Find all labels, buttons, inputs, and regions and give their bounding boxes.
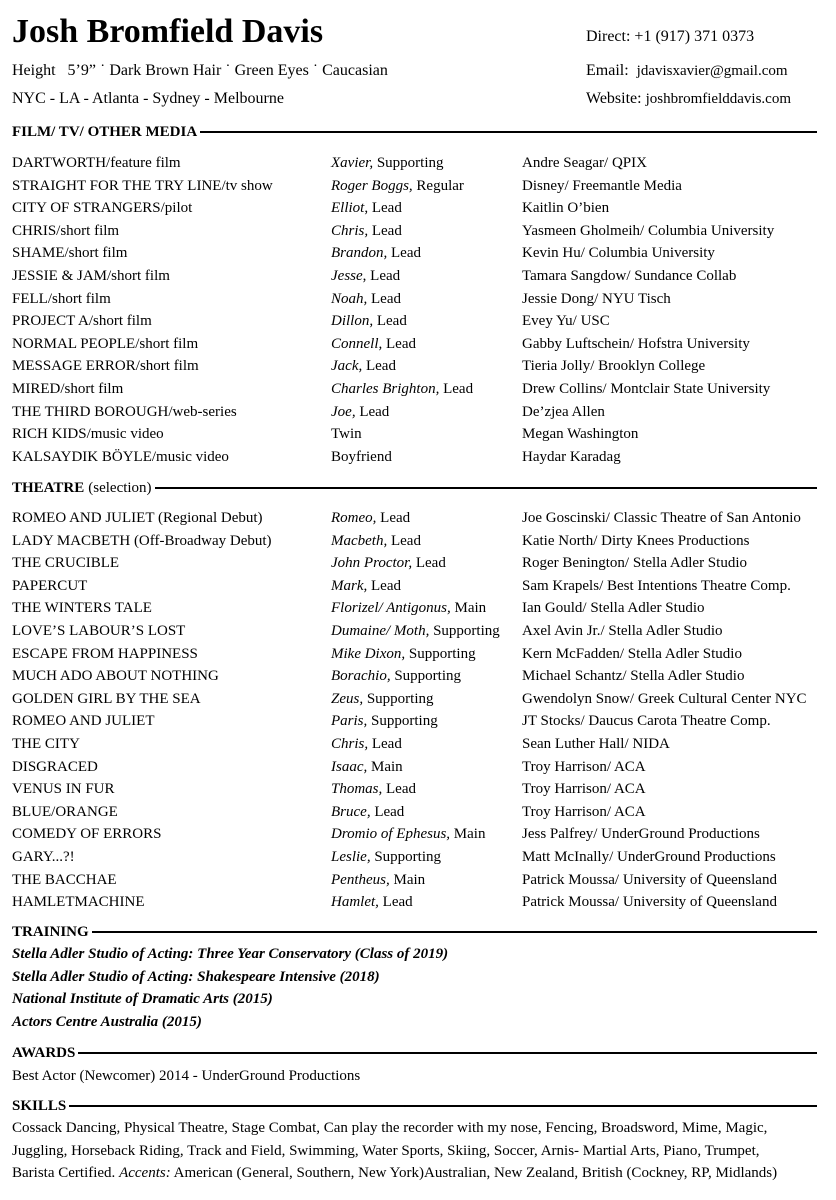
credit-character: John Proctor, — [331, 555, 413, 572]
credit-character: Borachio, — [331, 668, 391, 685]
credit-role — [331, 265, 400, 288]
credit-project: COMEDY OF ERRORS — [12, 826, 162, 843]
credit-role-type: Lead — [368, 736, 402, 752]
credit-director: Sean Luther Hall/ NIDA — [522, 736, 670, 752]
credit-row — [12, 152, 832, 175]
credit-director: Jess Palfrey/ UnderGround Productions — [522, 826, 760, 843]
credit-row — [12, 423, 832, 446]
website-line — [586, 88, 791, 110]
credit-row — [12, 378, 832, 401]
credit-director: Kaitlin O’bien — [522, 200, 610, 217]
credit-role-type: Lead — [370, 803, 405, 820]
credit-role-type: Supporting — [370, 849, 442, 865]
credit-role — [331, 597, 486, 620]
credit-role-type: Supporting — [405, 645, 476, 662]
credit-character: Hamlet, — [331, 894, 379, 911]
credit-role — [331, 823, 485, 846]
credit-role-type: Main — [450, 826, 486, 843]
credit-director: Tamara Sangdow/ Sundance Collab — [522, 268, 737, 284]
credit-role — [331, 891, 413, 914]
website-link[interactable]: joshbromfielddavis.com — [645, 91, 791, 107]
credit-role — [331, 220, 402, 243]
credit-role — [331, 446, 392, 469]
credit-project: ROMEO AND JULIET (Regional Debut) — [12, 510, 263, 526]
skills-line-start: Barista Certified. — [12, 1165, 116, 1182]
credit-role-type: Lead — [382, 781, 416, 798]
phone-line — [586, 26, 754, 48]
credit-director: Patrick Moussa/ University of Queensland — [522, 871, 777, 888]
accents-label: Accents: — [119, 1165, 171, 1182]
credit-row — [12, 643, 832, 666]
credit-project: THE WINTERS TALE — [12, 600, 152, 617]
section-title: FILM/ TV/ OTHER MEDIA — [12, 123, 198, 140]
credit-role — [331, 575, 401, 598]
training-item: National Institute of Dramatic Arts (2015) — [12, 991, 273, 1007]
credit-row — [12, 597, 832, 620]
credit-role-type: Supporting — [390, 668, 462, 685]
credit-character: Zeus, — [331, 690, 364, 707]
credit-row — [12, 620, 832, 643]
credit-role — [331, 242, 421, 265]
hair-color: Dark Brown Hair — [109, 62, 222, 79]
credit-role-type: Supporting — [363, 690, 434, 707]
credit-role-type: , Lead — [364, 200, 402, 217]
separator-dot: ˙ — [225, 62, 231, 79]
credit-role — [331, 846, 441, 869]
credit-row — [12, 665, 832, 688]
credit-role-type: Lead — [387, 532, 421, 549]
credit-role-type: Lead — [387, 245, 421, 262]
section-rule — [92, 931, 817, 933]
section-rule — [78, 1052, 817, 1054]
credit-row — [12, 333, 832, 356]
credit-project: HAMLETMACHINE — [12, 894, 145, 911]
credit-row — [12, 688, 832, 711]
credit-project: GOLDEN GIRL BY THE SEA — [12, 690, 201, 707]
credit-project: FELL/short film — [12, 290, 111, 307]
credit-role-type: Boyfriend — [331, 448, 392, 465]
credit-role-type: Lead — [382, 335, 416, 352]
skills-line: Juggling, Horseback Riding, Track and Field, Swimming, Water Sports, Skiing, Soccer, Arnis- Martial Arts, Piano, Trumpet, — [12, 1142, 760, 1159]
credit-row — [12, 530, 832, 553]
credit-character: Roger Boggs, — [331, 177, 413, 194]
credit-role-type: Regular — [412, 177, 464, 194]
credit-character: Jesse — [331, 268, 363, 284]
credit-role-type: Lead — [367, 290, 401, 307]
credit-role-type: , Lead — [362, 268, 401, 284]
credit-character: Mike Dixon, — [331, 645, 406, 662]
award-item: Best Actor (Newcomer) 2014 - UnderGround Productions — [12, 1068, 361, 1084]
separator-dot: ˙ — [312, 62, 319, 79]
credit-role — [331, 378, 473, 401]
credit-project: ESCAPE FROM HAPPINESS — [12, 645, 198, 662]
credit-director: Patrick Moussa/ University of Queensland — [522, 894, 777, 911]
credit-character: Xavier, — [331, 155, 374, 171]
section-subtitle: (selection) — [88, 479, 152, 496]
credit-row — [12, 310, 832, 333]
credit-director: Michael Schantz/ Stella Adler Studio — [522, 668, 745, 685]
credit-director: Andre Seagar/ QPIX — [522, 155, 647, 171]
credit-role — [331, 665, 461, 688]
email-line — [586, 60, 788, 82]
credit-role-type: Main — [450, 600, 487, 617]
credit-director: Ian Gould/ Stella Adler Studio — [522, 600, 705, 617]
skills-section-header — [12, 1096, 817, 1116]
credit-character: Paris, — [331, 713, 368, 730]
credit-project: GARY...?! — [12, 849, 75, 865]
training-item: Actors Centre Australia (2015) — [12, 1014, 202, 1030]
credit-role — [331, 507, 410, 530]
credit-character: Romeo, — [331, 510, 377, 526]
credit-character: Bruce, — [331, 803, 371, 820]
credit-character: Macbeth, — [331, 532, 388, 549]
credit-character: Elliot — [331, 200, 365, 217]
credit-project: SHAME/short film — [12, 245, 128, 262]
section-title: SKILLS — [12, 1097, 67, 1114]
credit-role — [331, 175, 464, 198]
section-title: TRAINING — [12, 923, 89, 940]
credit-role-type: Lead — [439, 381, 474, 397]
credit-character: Connell, — [331, 335, 383, 352]
credit-project: DISGRACED — [12, 758, 98, 775]
credit-director: Disney/ Freemantle Media — [522, 177, 682, 194]
credit-role — [331, 643, 476, 666]
credit-project: MIRED/short film — [12, 381, 124, 397]
email-label: Email: — [586, 62, 629, 79]
credit-role-type: Main — [367, 758, 403, 775]
credit-director: Gabby Luftschein/ Hofstra University — [522, 335, 750, 352]
credit-character: Charles Brighton, — [331, 381, 440, 397]
credit-row — [12, 778, 832, 801]
training-item: Stella Adler Studio of Acting: Shakespeare Intensive (2018) — [12, 969, 380, 985]
credit-row — [12, 197, 832, 220]
credit-role — [331, 801, 404, 824]
credit-character: Dumaine/ Moth, — [331, 623, 430, 639]
section-rule — [200, 131, 817, 133]
phone-label: Direct: — [586, 28, 631, 45]
credit-role — [331, 355, 396, 378]
credit-project: LOVE’S LABOUR’S LOST — [12, 623, 186, 639]
credit-role — [331, 288, 401, 311]
credit-project: THE THIRD BOROUGH/web-series — [12, 403, 237, 420]
credit-project: KALSAYDIK BÖYLE/music video — [12, 448, 229, 465]
credit-director: Kern McFadden/ Stella Adler Studio — [522, 645, 742, 662]
credit-project: VENUS IN FUR — [12, 781, 115, 798]
ethnicity: Caucasian — [322, 62, 388, 79]
credit-director: Megan Washington — [522, 426, 639, 443]
credit-row — [12, 891, 832, 914]
credit-director: Jessie Dong/ NYU Tisch — [522, 290, 671, 307]
credit-role — [331, 688, 434, 711]
credit-director: Drew Collins/ Montclair State University — [522, 381, 771, 397]
credit-row — [12, 175, 832, 198]
credit-character: Chris, — [331, 222, 369, 239]
credit-role-type: Supporting — [373, 155, 444, 171]
email-link[interactable]: jdavisxavier@gmail.com — [636, 63, 788, 79]
credit-character: Dromio of Ephesus, — [331, 826, 451, 843]
credit-role — [331, 710, 438, 733]
credit-character: Brandon, — [331, 245, 388, 262]
credit-row — [12, 710, 832, 733]
section-rule — [155, 487, 817, 489]
awards-section-header — [12, 1043, 817, 1063]
height-value: 5’9” — [67, 62, 96, 79]
credit-project: RICH KIDS/music video — [12, 426, 164, 443]
credit-director: Axel Avin Jr./ Stella Adler Studio — [522, 623, 723, 639]
credit-role — [331, 401, 389, 424]
locations: NYC - LA - Atlanta - Sydney - Melbourne — [12, 90, 284, 107]
credit-row — [12, 869, 832, 892]
credit-director: Yasmeen Gholmeih/ Columbia University — [522, 222, 775, 239]
credit-role-type: Supporting — [367, 713, 438, 730]
credit-role — [331, 423, 362, 446]
credit-project: PAPERCUT — [12, 577, 88, 594]
credit-project: THE CRUCIBLE — [12, 555, 120, 572]
credit-director: Kevin Hu/ Columbia University — [522, 245, 715, 262]
credit-director: Matt McInally/ UnderGround Productions — [522, 849, 776, 865]
credit-role — [331, 530, 421, 553]
skills-line: Cossack Dancing, Physical Theatre, Stage Combat, Can play the recorder with my nose, Fencing, Broadsword, Mime, Magic, — [12, 1120, 768, 1136]
credit-character: Chris, — [331, 736, 369, 752]
credit-role — [331, 620, 500, 643]
credit-project: MESSAGE ERROR/short film — [12, 358, 199, 375]
phone-number[interactable]: +1 (917) 371 0373 — [634, 28, 755, 45]
credit-project: STRAIGHT FOR THE TRY LINE/tv show — [12, 177, 273, 194]
training-section-header — [12, 922, 817, 942]
credit-character: Dillon, — [331, 313, 374, 330]
section-title: AWARDS — [12, 1044, 76, 1061]
credit-project: ROMEO AND JULIET — [12, 713, 155, 730]
credit-project: CHRIS/short film — [12, 222, 120, 239]
credit-role — [331, 310, 407, 333]
credit-row — [12, 552, 832, 575]
credit-director: De’zjea Allen — [522, 403, 605, 420]
training-item: Stella Adler Studio of Acting: Three Year Conservatory (Class of 2019) — [12, 946, 449, 962]
section-rule — [69, 1105, 817, 1107]
skills-text — [12, 1117, 828, 1185]
credit-row — [12, 846, 832, 869]
credit-row — [12, 242, 832, 265]
credit-character: Pentheus, — [331, 871, 390, 888]
credit-role — [331, 197, 402, 220]
credit-role-type: Lead — [367, 577, 401, 594]
credit-director: Troy Harrison/ ACA — [522, 781, 646, 798]
credit-project: DARTWORTH/feature film — [12, 155, 181, 171]
credit-project: LADY MACBETH (Off-Broadway Debut) — [12, 532, 272, 549]
credit-row — [12, 265, 832, 288]
credit-role-type: Lead — [362, 358, 396, 375]
credit-character: Thomas, — [331, 781, 383, 798]
credit-project: CITY OF STRANGERS/pilot — [12, 200, 193, 217]
credit-character: Joe, — [331, 403, 356, 420]
physical-stats — [12, 60, 388, 82]
credit-project: JESSIE & JAM/short film — [12, 268, 170, 284]
actor-name: Josh Bromfield Davis — [12, 13, 324, 50]
credit-character: Mark, — [331, 577, 368, 594]
credit-role — [331, 152, 444, 175]
website-label: Website: — [586, 90, 642, 107]
separator-dot: ˙ — [99, 62, 106, 79]
credit-row — [12, 575, 832, 598]
credit-project: BLUE/ORANGE — [12, 803, 118, 820]
credit-role — [331, 756, 403, 779]
credit-character: Jack, — [331, 358, 363, 375]
credit-director: Troy Harrison/ ACA — [522, 803, 646, 820]
credit-role-type: Twin — [331, 426, 362, 443]
credit-role-type: Lead — [373, 313, 407, 330]
film-section-header — [12, 122, 817, 142]
credit-director: Roger Benington/ Stella Adler Studio — [522, 555, 747, 572]
skills-line — [12, 1162, 828, 1185]
section-title: THEATRE — [12, 479, 85, 496]
credit-project: THE CITY — [12, 736, 80, 752]
credit-role-type: Lead — [412, 555, 446, 572]
theatre-section-header — [12, 478, 817, 498]
credit-role-type: Main — [389, 871, 426, 888]
credit-row — [12, 823, 832, 846]
credit-project: MUCH ADO ABOUT NOTHING — [12, 668, 219, 685]
credit-row — [12, 446, 832, 469]
credit-character: Isaac, — [331, 758, 368, 775]
credit-director: Sam Krapels/ Best Intentions Theatre Comp. — [522, 577, 791, 594]
credit-row — [12, 401, 832, 424]
credit-director: Joe Goscinski/ Classic Theatre of San Antonio — [522, 510, 801, 526]
credit-role-type: Supporting — [429, 623, 500, 639]
credit-row — [12, 733, 832, 756]
credit-director: Katie North/ Dirty Knees Productions — [522, 532, 750, 549]
credit-director: Gwendolyn Snow/ Greek Cultural Center NYC — [522, 690, 807, 707]
credit-character: Florizel/ Antigonus, — [331, 600, 451, 617]
credit-project: THE BACCHAE — [12, 871, 117, 888]
credit-role-type: Lead — [368, 222, 402, 239]
credit-director: Evey Yu/ USC — [522, 313, 610, 330]
credit-character: Leslie, — [331, 849, 371, 865]
height-label: Height — [12, 62, 56, 79]
credit-director: JT Stocks/ Daucus Carota Theatre Comp. — [522, 713, 771, 730]
credit-role — [331, 552, 446, 575]
credit-row — [12, 220, 832, 243]
credit-role — [331, 778, 416, 801]
credit-character: Noah, — [331, 290, 368, 307]
eye-color: Green Eyes — [234, 62, 309, 79]
credit-row — [12, 756, 832, 779]
credit-row — [12, 801, 832, 824]
credit-role-type: Lead — [376, 510, 411, 526]
credit-row — [12, 507, 832, 530]
credit-project: PROJECT A/short film — [12, 313, 152, 330]
credit-row — [12, 355, 832, 378]
credit-director: Troy Harrison/ ACA — [522, 758, 646, 775]
credit-role — [331, 333, 416, 356]
accents-list: American (General, Southern, New York)Australian, New Zealand, British (Cockney, RP, Midlands) — [173, 1165, 778, 1182]
credit-role-type: Lead — [378, 894, 413, 911]
credit-director: Tieria Jolly/ Brooklyn College — [522, 358, 706, 375]
credit-row — [12, 288, 832, 311]
credit-role-type: Lead — [355, 403, 390, 420]
credit-role — [331, 733, 402, 756]
credit-director: Haydar Karadag — [522, 448, 621, 465]
credit-role — [331, 869, 425, 892]
credit-project: NORMAL PEOPLE/short film — [12, 335, 199, 352]
